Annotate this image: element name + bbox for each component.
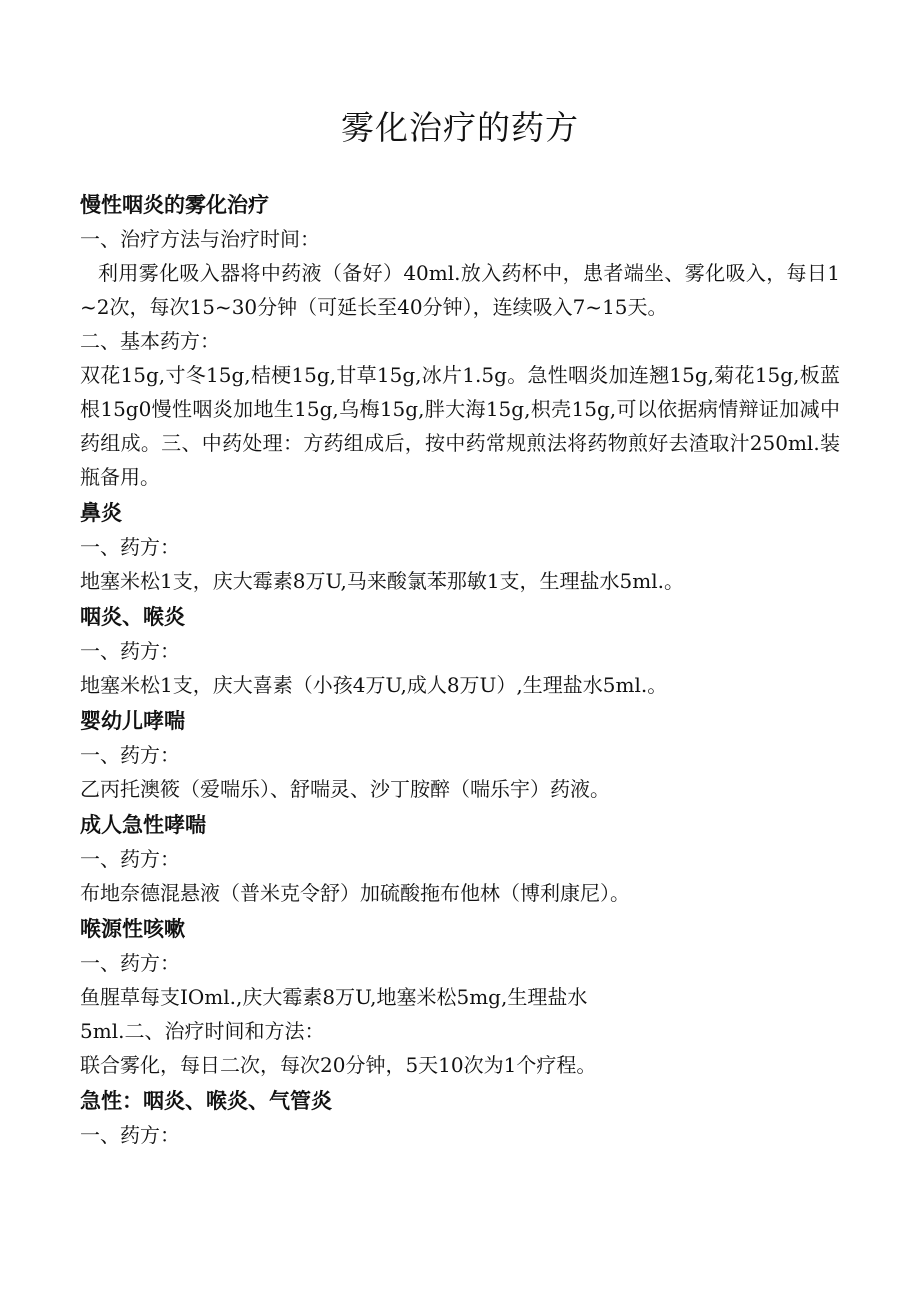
subheading-prescription: 一、药方： [80,847,180,871]
section-heading: 婴幼儿哮喘 [80,709,185,733]
prescription-text: 布地奈德混悬液（普米克令舒）加硫酸拖布他林（博利康尼）。 [80,881,630,905]
subheading-prescription: 一、药方： [80,639,180,663]
treatment-schedule-text: 联合雾化，每日二次，每次20分钟，5天10次为1个疗程。 [80,1053,597,1077]
section-heading: 鼻炎 [80,501,122,525]
section-heading: 咽炎、喉炎 [80,605,185,629]
prescription-text-continued: 5ml.二、治疗时间和方法： [80,1019,325,1043]
document-title: 雾化治疗的药方 [341,108,579,147]
section-infant-asthma [80,704,840,806]
section-rhinitis [80,496,840,598]
subheading-basic-prescription: 二、基本药方： [80,329,220,353]
prescription-text: 地塞米松1支，庆大霉素8万U,马来酸氯苯那敏1支，生理盐水5ml.。 [80,569,684,593]
prescription-paragraph: 双花15g,寸冬15g,桔梗15g,甘草15g,冰片1.5g。急性咽炎加连翘15g,菊花15g,板蓝根15g0慢性咽炎加地生15g,乌梅15g,胖大海15g,枳壳15g,可以依据病情辩证加减中药组成。三、中药处理：方药组成后，按中药常规煎法将药物煎好去渣取汁250ml.装瓶备用。 [80,363,840,489]
section-adult-acute-asthma [80,808,840,910]
method-paragraph: 利用雾化吸入器将中药液（备好）40ml.放入药杯中，患者端坐、雾化吸入，每日1~2次，每次15~30分钟（可延长至40分钟），连续吸入7~15天。 [80,261,840,319]
subheading-prescription: 一、药方： [80,1123,180,1147]
section-acute-respiratory [80,1084,840,1152]
subheading-prescription: 一、药方： [80,951,180,975]
section-heading: 急性：咽炎、喉炎、气管炎 [80,1089,332,1113]
section-heading: 慢性咽炎的雾化治疗 [80,193,269,217]
subheading-prescription: 一、药方： [80,535,180,559]
subheading-prescription: 一、药方： [80,743,180,767]
prescription-text: 地塞米松1支，庆大喜素（小孩4万U,成人8万U）,生理盐水5ml.。 [80,673,668,697]
document-body [80,186,840,1152]
section-laryngeal-cough [80,912,840,1082]
subheading-method: 一、治疗方法与治疗时间： [80,227,320,251]
prescription-text: 鱼腥草每支IOml.,庆大霉素8万U,地塞米松5mg,生理盐水 [80,985,588,1009]
section-heading: 成人急性哮喘 [80,813,206,837]
section-pharyngitis-laryngitis [80,600,840,702]
section-heading: 喉源性咳嗽 [80,917,185,941]
prescription-text: 乙丙托澳筱（爱喘乐）、舒喘灵、沙丁胺醉（喘乐宇）药液。 [80,777,610,801]
section-chronic-pharyngitis [80,188,840,494]
